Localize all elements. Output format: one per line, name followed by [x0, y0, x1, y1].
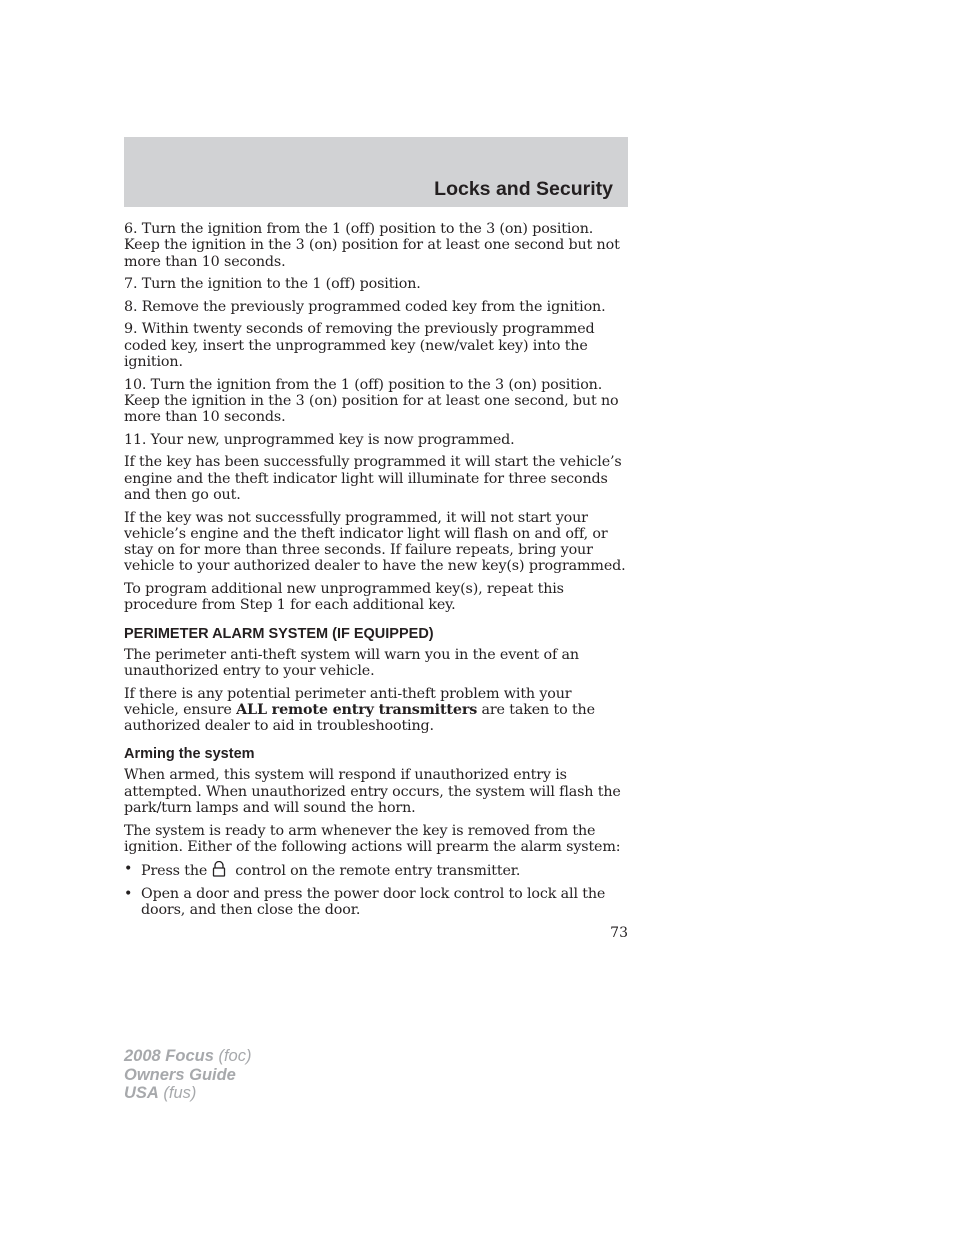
step-10: 10. Turn the ignition from the 1 (off) position to the 3 (on) position. Keep the ignition in the 3 (on) position for at least one second, but no more than 10 seconds.: [124, 376, 619, 426]
footer-market: USA: [124, 1084, 159, 1102]
document-footer: [124, 1047, 251, 1103]
prearm-actions-list: [124, 861, 630, 918]
step-6: 6. Turn the ignition from the 1 (off) position to the 3 (on) position. Keep the ignition in the 3 (on) position for at least one second but not more than 10 seconds.: [124, 221, 620, 270]
step-7: 7. Turn the ignition to the 1 (off) position.: [124, 276, 421, 293]
perimeter-problem-text-start: If there is any potential perimeter anti-theft problem with your vehicle, ensure: [124, 685, 572, 718]
arming-paragraph-2: The system is ready to arm whenever the key is removed from the ignition. Either of the following actions will prearm the alarm system:: [124, 822, 621, 855]
bullet-marker: •: [124, 886, 133, 903]
footer-line-market: [124, 1084, 251, 1103]
perimeter-problem-paragraph: [124, 686, 630, 735]
footer-line-guide: [124, 1066, 251, 1085]
page-content: [124, 221, 630, 925]
page-number: 73: [610, 925, 628, 941]
bullet-2-text: Open a door and press the power door lock control to lock all the doors, and then close the door.: [141, 886, 606, 919]
perimeter-intro-paragraph: The perimeter anti-theft system will warn you in the event of an unauthorized entry to your vehicle.: [124, 646, 579, 679]
perimeter-problem-bold-text: ALL remote entry transmitters: [236, 701, 478, 718]
step-9: 9. Within twenty seconds of removing the previously programmed coded key, insert the unprogrammed key (new/valet key) into the ignition.: [124, 321, 595, 370]
step-8: 8. Remove the previously programmed coded key from the ignition.: [124, 298, 606, 315]
bullet-1-text-end: control on the remote entry transmitter.: [235, 863, 521, 880]
success-paragraph: If the key has been successfully programmed it will start the vehicle’s engine and the theft indicator light will illuminate for three seconds and then go out.: [124, 454, 622, 503]
bullet-1-text-start: Press the: [141, 863, 208, 880]
additional-keys-paragraph: To program additional new unprogrammed key(s), repeat this procedure from Step 1 for each additional key.: [124, 581, 564, 614]
lock-icon: [209, 861, 229, 877]
footer-model: 2008 Focus: [124, 1047, 214, 1065]
section-title: Locks and Security: [434, 178, 613, 200]
arming-paragraph-1: When armed, this system will respond if unauthorized entry is attempted. When unauthorized entry occurs, the system will flash the park/turn lamps and will sound the horn.: [124, 767, 621, 816]
footer-market-code: (fus): [158, 1084, 197, 1102]
perimeter-alarm-heading: PERIMETER ALARM SYSTEM (IF EQUIPPED): [124, 625, 434, 642]
list-item: [124, 861, 630, 879]
section-header-bar: [124, 137, 628, 207]
list-item: [124, 886, 630, 919]
footer-model-code: (foc): [213, 1047, 252, 1065]
footer-guide: Owners Guide: [124, 1065, 236, 1084]
footer-line-model: [124, 1047, 251, 1066]
arming-heading: Arming the system: [124, 746, 255, 763]
bullet-marker: •: [124, 861, 133, 878]
step-11: 11. Your new, unprogrammed key is now programmed.: [124, 431, 515, 448]
perimeter-problem-text-end: are taken to the authorized dealer to aid in troubleshooting.: [124, 701, 595, 735]
failure-paragraph: If the key was not successfully programmed, it will not start your vehicle’s engine and the theft indicator light will flash on and off, or stay on for more than three seconds. If failure repeats, bring your vehicle to your authorized dealer to have the new key(s) programmed.: [124, 509, 626, 575]
